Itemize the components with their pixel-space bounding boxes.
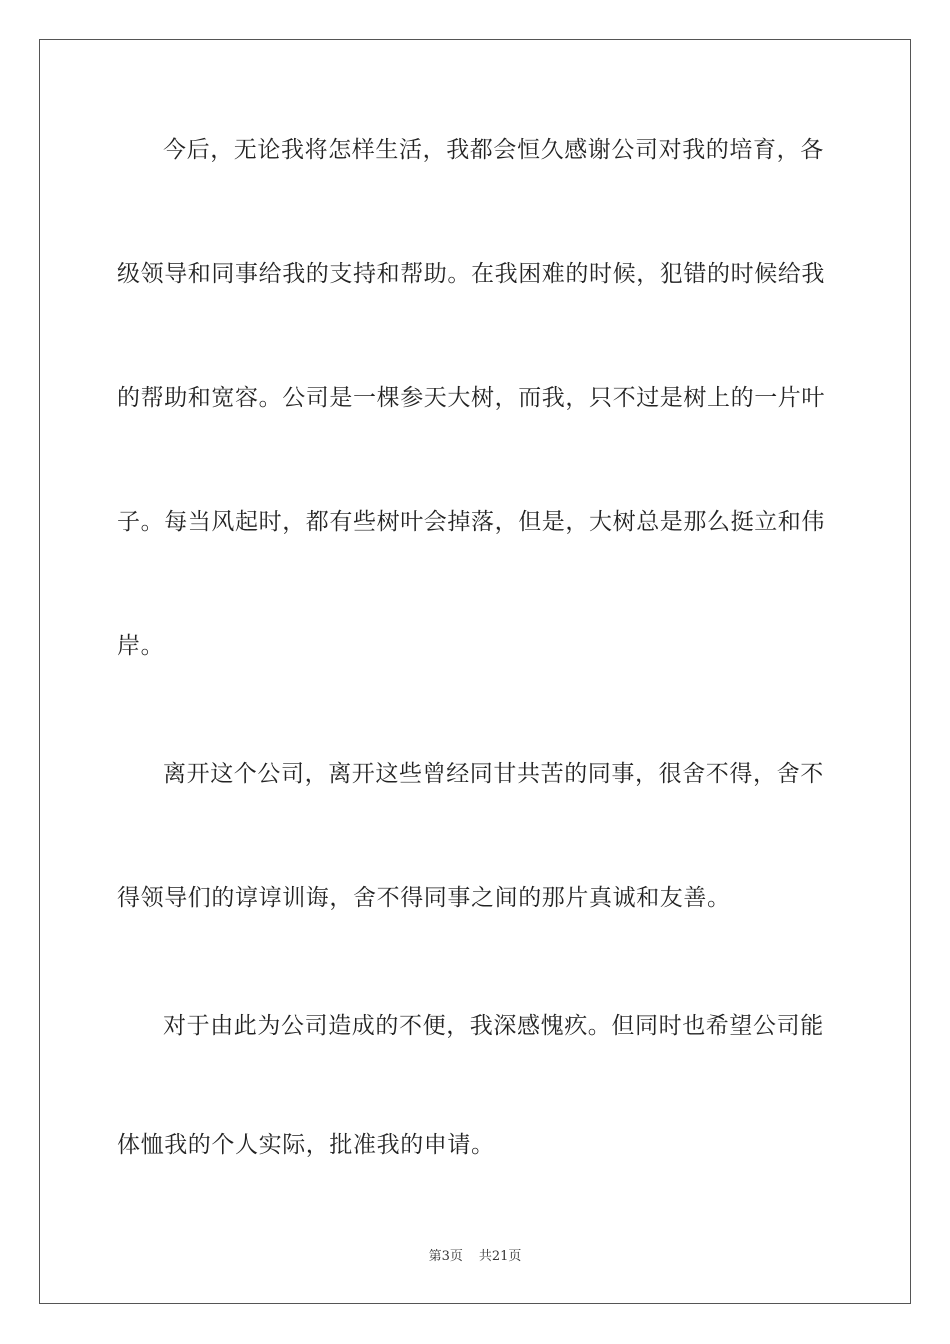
paragraph-3-line-2: 体恤我的个人实际，批准我的申请。 [117, 1132, 495, 1158]
page-number: 第3页 [428, 1249, 463, 1264]
paragraph-1-line-5: 岸。 [117, 633, 165, 659]
paragraph-2-line-1: 离开这个公司，离开这些曾经同甘共苦的同事，很舍不得，舍不 [163, 761, 824, 787]
paragraph-2-line-2: 得领导们的谆谆训诲，舍不得同事之间的那片真诚和友善。 [117, 885, 731, 911]
paragraph-1-line-4: 子。每当风起时，都有些树叶会掉落，但是，大树总是那么挺立和伟 [117, 509, 825, 535]
page-frame [39, 39, 911, 1304]
paragraph-1-line-2: 级领导和同事给我的支持和帮助。在我困难的时候，犯错的时候给我 [117, 261, 825, 287]
page-footer [0, 1248, 950, 1266]
paragraph-1-line-1: 今后，无论我将怎样生活，我都会恒久感谢公司对我的培育，各 [163, 137, 824, 163]
paragraph-3-line-1: 对于由此为公司造成的不便，我深感愧疚。但同时也希望公司能 [163, 1013, 824, 1039]
page-total: 共21页 [478, 1249, 522, 1264]
paragraph-1-line-3: 的帮助和宽容。公司是一棵参天大树，而我，只不过是树上的一片叶 [117, 385, 825, 411]
